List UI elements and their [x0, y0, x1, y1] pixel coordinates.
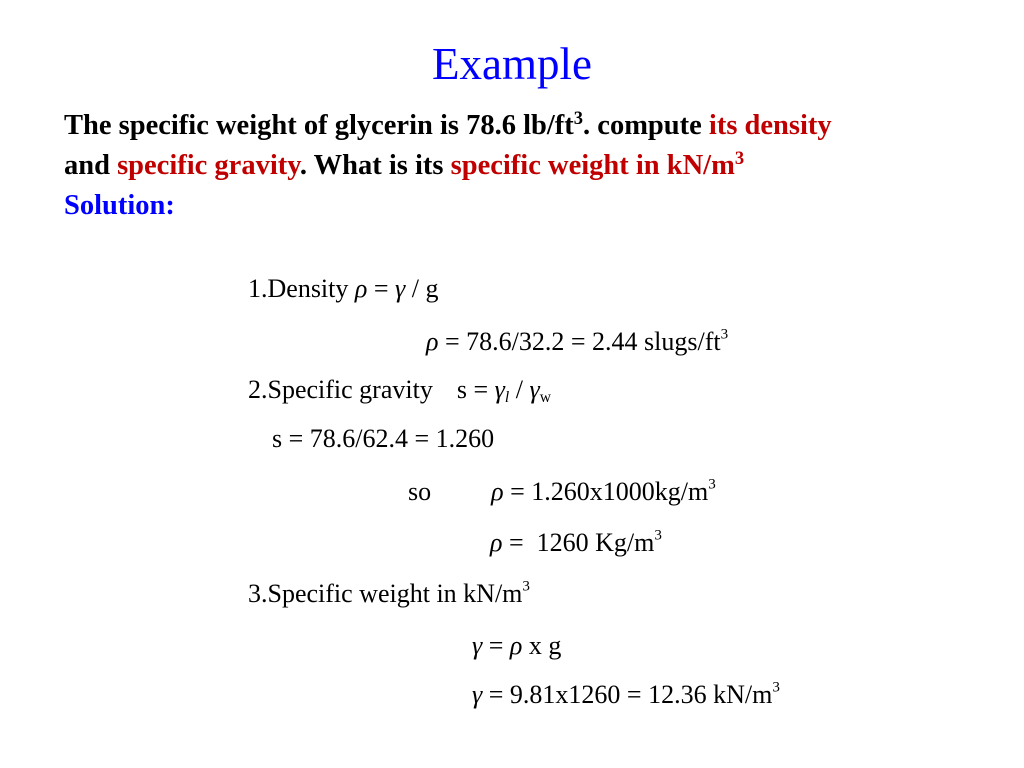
gamma-symbol: γ [472, 680, 483, 709]
so-word: so [408, 477, 432, 506]
equation-text: / g [405, 274, 439, 303]
equation-text: = 9.81x1260 = 12.36 kN/m [482, 680, 773, 709]
equation-specific-gravity-calc: s = 78.6/62.4 = 1.260 [272, 424, 495, 453]
rho-symbol: ρ [354, 274, 368, 303]
gamma-symbol: γ [494, 375, 505, 404]
rho-symbol: ρ [490, 528, 503, 557]
problem-text: . compute [583, 110, 709, 141]
slide-title: Example [432, 39, 592, 89]
gamma-symbol: γ [529, 375, 540, 404]
highlight-specific-weight: specific weight in kN/m [450, 150, 735, 181]
gamma-symbol: γ [395, 274, 406, 303]
step-label: 3.Specific weight in kN/m [248, 579, 523, 608]
problem-line-2 [64, 146, 1004, 186]
equation-specific-weight-calc [472, 680, 780, 710]
superscript: 3 [708, 476, 716, 493]
equals-sign: = [367, 274, 396, 303]
equation-specific-weight-formula [472, 631, 561, 661]
equals-sign: = [482, 631, 510, 660]
gamma-symbol: γ [472, 631, 483, 660]
equation-text: = 1260 Kg/m [502, 528, 655, 557]
rho-symbol: ρ [426, 327, 439, 356]
equation-text: = 78.6/32.2 = 2.44 slugs/ft [438, 327, 721, 356]
equation-specific-weight-heading [248, 579, 530, 609]
subscript-w: w [539, 388, 551, 406]
subscript-l: l [504, 388, 510, 406]
equals-sign: = [466, 375, 495, 404]
equation-density-formula [248, 274, 439, 304]
equation-density-kg [408, 477, 716, 507]
highlight-specific-gravity: specific gravity [117, 150, 300, 181]
highlight-its-density: its density [708, 110, 832, 141]
superscript: 3 [654, 527, 662, 544]
problem-text: . What is its [299, 150, 451, 181]
equation-density-result [490, 528, 662, 558]
problem-text: and [64, 150, 118, 181]
solution-label: Solution: [64, 190, 175, 221]
superscript: 3 [720, 326, 729, 343]
equation-text: = 1.260x1000kg/m [503, 477, 709, 506]
superscript: 3 [522, 578, 530, 595]
problem-line-1 [64, 106, 1004, 146]
slash: / [509, 375, 530, 404]
equation-text: x g [522, 631, 562, 660]
problem-statement [64, 106, 1004, 226]
step-label: 2.Specific gravity [248, 375, 433, 404]
superscript: 3 [573, 107, 584, 129]
s-symbol: s [456, 375, 467, 404]
problem-text: The specific weight of glycerin is 78.6 lb/ft [64, 110, 574, 141]
superscript: 3 [772, 679, 780, 696]
superscript: 3 [734, 147, 745, 169]
step-label: 1.Density [248, 274, 355, 303]
rho-symbol: ρ [509, 631, 523, 660]
equation-specific-gravity-formula [248, 375, 551, 405]
rho-symbol: ρ [491, 477, 504, 506]
equation-density-calc [426, 327, 728, 357]
